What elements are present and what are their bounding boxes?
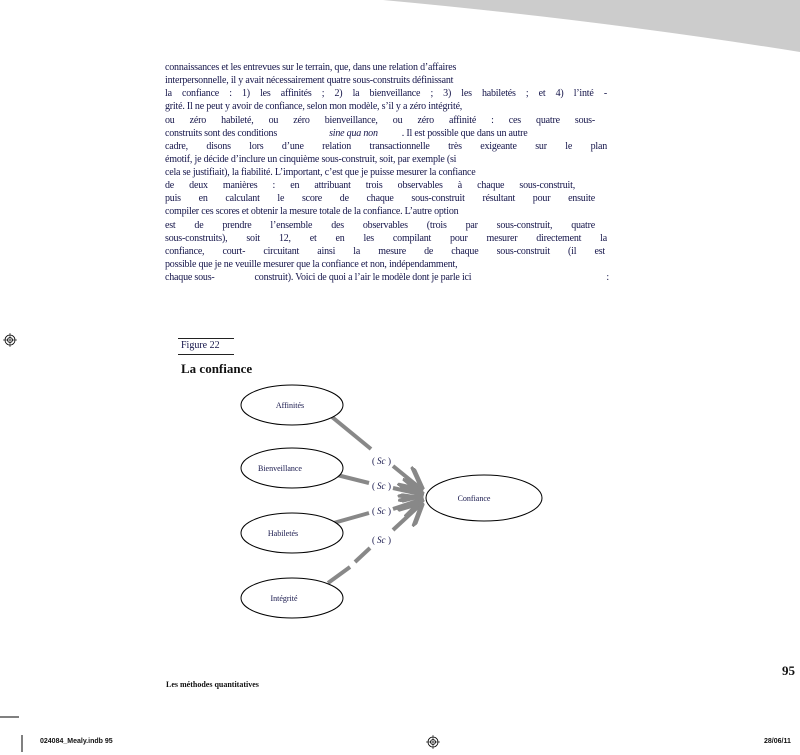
text-segment: la confiance	[165, 88, 220, 99]
text-line: compiler ces scores et obtenir la mesure totale de la confiance. L’autre option	[165, 206, 459, 217]
page-number: 95	[782, 663, 795, 678]
text-line: sous-construits), soit 12, et en les compilant pour mesurer directement la	[165, 233, 607, 244]
text-line: émotif, je décide d’inclure un cinquième sous-construit, soit, par exemple (si	[165, 154, 457, 165]
node-label: Bienveillance	[258, 464, 302, 473]
figure-title: La confiance	[181, 361, 253, 376]
node-label: Confiance	[457, 494, 491, 503]
text-line: cadre, disons lors d’une relation transactionnelle très exigeante sur le plan	[165, 141, 607, 152]
svg-text:): )	[388, 506, 391, 516]
text-segment: ; et 4) l’inté	[525, 88, 594, 99]
text-segment: . Il est possible que dans un autre	[401, 128, 528, 139]
registration-mark-icon	[426, 735, 440, 749]
text-line: cela se justifiait), la fiabilité. L’important, c’est que je puisse mesurer la confiance	[165, 167, 476, 178]
node-habiletes	[241, 513, 343, 553]
node-confiance	[426, 475, 542, 521]
text-segment: :	[606, 272, 609, 283]
text-segment: construit). Voici de quoi a l’air le modèle dont je parle ici	[254, 272, 472, 283]
text-line: interpersonnelle, il y avait nécessairement quatre sous-construits définissant	[165, 75, 454, 86]
text-segment: construits sont des conditions	[165, 128, 278, 139]
slug-date: 28/06/11	[764, 738, 791, 745]
svg-text:Sc: Sc	[377, 481, 386, 491]
node-label: Habiletés	[267, 529, 299, 538]
node-bienveillance	[241, 448, 343, 488]
slug-file: 024084_Mealy.indb 95	[40, 738, 113, 745]
svg-text:): )	[388, 481, 391, 491]
text-line: possible que je ne veuille mesurer que la confiance et non, indépendamment,	[165, 259, 458, 270]
text-line: connaissances et les entrevues sur le terrain, que, dans une relation d’affaires	[165, 62, 457, 73]
svg-text:(: (	[372, 535, 375, 545]
svg-text:): )	[388, 456, 391, 466]
text-line: de deux manières : en attribuant trois observables à chaque sous-construit,	[165, 180, 575, 191]
text-segment: chaque sous-	[165, 272, 215, 283]
node-integrite	[241, 578, 343, 618]
svg-text:Sc: Sc	[377, 456, 386, 466]
edge-habiletes	[330, 500, 420, 524]
svg-text:Sc: Sc	[377, 506, 386, 516]
edge-label	[372, 481, 391, 491]
registration-mark-icon	[3, 333, 17, 347]
text-line: est de prendre l’ensemble des observables (trois par sous-construit, quatre	[165, 220, 595, 231]
node-affinites	[241, 385, 343, 425]
text-segment: : 1) les affinités	[229, 88, 312, 99]
emphasis-text: sine qua non	[329, 128, 378, 139]
text-line: ou zéro habileté, ou zéro bienveillance, ou zéro affinité : ces quatre sous-	[165, 115, 595, 126]
svg-text:): )	[388, 535, 391, 545]
svg-text:(: (	[372, 506, 375, 516]
svg-text:(: (	[372, 481, 375, 491]
text-line: grité. Il ne peut y avoir de confiance, selon mon modèle, s’il y a zéro intégrité,	[165, 101, 463, 112]
text-segment: ; 2) la bienveillance	[321, 88, 421, 99]
text-line: confiance, court- circuitant ainsi la mesure de chaque sous-construit (il est	[165, 246, 605, 257]
figure-number: Figure 22	[181, 340, 220, 351]
text-line: puis en calculant le score de chaque sous-construit résultant pour ensuite	[165, 193, 595, 204]
svg-text:Sc: Sc	[377, 535, 386, 545]
node-label: Affinités	[275, 401, 305, 410]
text-segment: ; 3) les habiletés	[430, 88, 516, 99]
edge-label	[372, 506, 391, 516]
svg-text:(: (	[372, 456, 375, 466]
edge-label	[372, 535, 391, 545]
running-title: Les méthodes quantitatives	[166, 680, 259, 689]
text-segment: -	[603, 88, 607, 99]
node-label: Intégrité	[270, 594, 298, 603]
edge-label	[372, 456, 391, 466]
